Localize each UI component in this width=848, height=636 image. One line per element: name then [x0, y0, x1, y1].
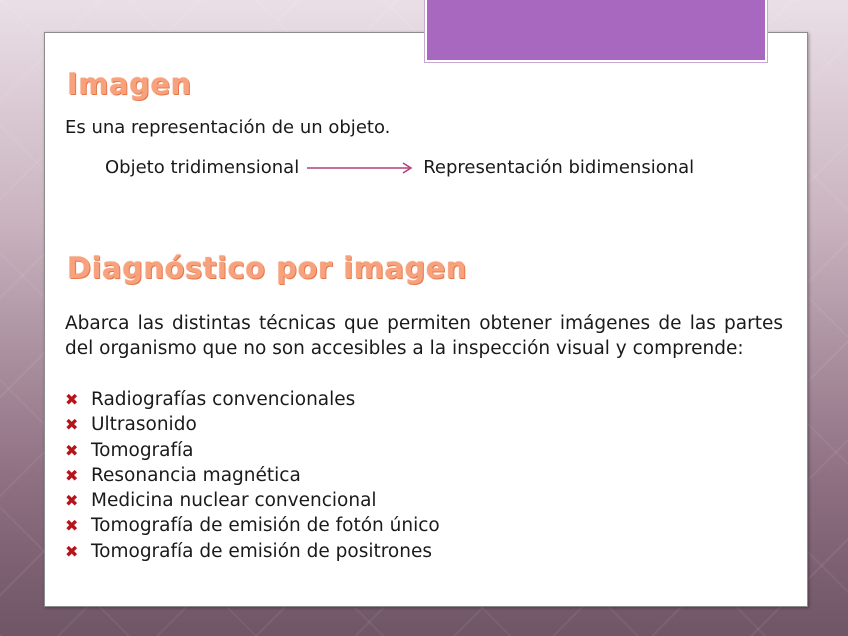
slide-panel — [44, 32, 808, 607]
description-paragraph: Abarca las distintas técnicas que permiten obtener imágenes de las partes del organismo que no son accesibles a la inspección visual y comprende: — [65, 313, 783, 359]
list-item — [65, 387, 440, 412]
cross-mark-icon: ✖ — [65, 491, 79, 511]
list-item — [65, 412, 440, 437]
section-title-imagen: Imagen — [67, 67, 192, 101]
title-accent-tab — [425, 0, 767, 62]
cross-mark-icon: ✖ — [65, 390, 79, 409]
cross-mark-icon: ✖ — [65, 415, 79, 435]
definition-text: Es una representación de un objeto. — [65, 117, 391, 138]
right-arrow-icon — [307, 161, 417, 175]
source-label: Objeto tridimensional — [105, 157, 300, 178]
list-item-label: Tomografía de emisión de fotón único — [91, 515, 440, 537]
cross-mark-icon: ✖ — [65, 440, 79, 460]
transformation-row — [105, 157, 694, 178]
list-item-label: Resonancia magnética — [91, 464, 301, 486]
target-label: Representación bidimensional — [423, 157, 695, 178]
list-item-label: Tomografía — [91, 439, 194, 461]
cross-mark-icon: ✖ — [65, 516, 79, 536]
cross-mark-icon: ✖ — [65, 465, 79, 485]
technique-list — [65, 387, 440, 564]
list-item — [65, 539, 440, 564]
list-item-label: Tomografía de emisión de positrones — [91, 540, 432, 562]
list-item — [65, 513, 440, 538]
list-item-label: Medicina nuclear convencional — [91, 490, 377, 512]
list-item — [65, 463, 440, 488]
list-item — [65, 488, 440, 513]
list-item-label: Ultrasonido — [91, 414, 197, 436]
list-item — [65, 438, 440, 463]
list-item-label: Radiografías convencionales — [91, 389, 356, 410]
cross-mark-icon: ✖ — [65, 541, 79, 561]
section-title-diagnostico: Diagnóstico por imagen — [67, 251, 468, 285]
